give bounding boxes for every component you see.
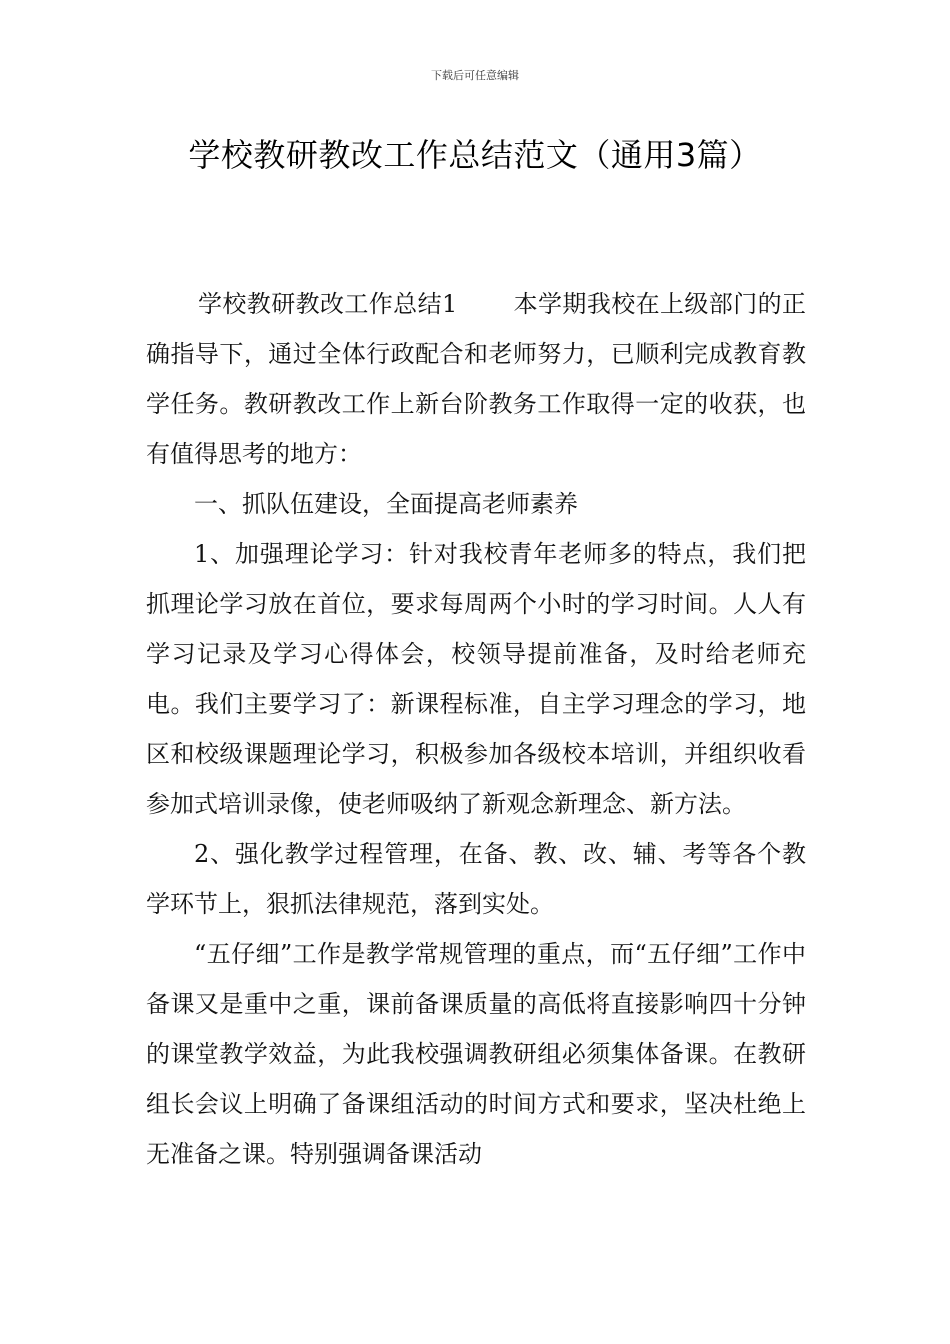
paragraph-text: 本学期我校在上级部门的正确指导下，通过全体行政配合和老师努力，已顺利完成教育教学任务。教研教改工作上新台阶教务工作取得一定的收获，也有值得思考的地方： [146,290,806,468]
paragraph-5: “五仔细”工作是教学常规管理的重点，而“五仔细”工作中备课又是重中之重，课前备课质量的高低将直接影响四十分钟的课堂教学效益，为此我校强调教研组必须集体备课。在教研组长会议上明确了备课组活动的时间方式和要求，坚决杜绝上无准备之课。特别强调备课活动 [146,940,806,1168]
section-heading: 学校教研教改工作总结1 [198,290,458,318]
document-title: 学校教研教改工作总结范文（通用3篇） [188,136,762,174]
paragraph-4: 2、强化教学过程管理，在备、教、改、辅、考等各个教学环节上，狠抓法律规范，落到实处。 [146,840,806,918]
paragraph-3: 1、加强理论学习：针对我校青年老师多的特点，我们把抓理论学习放在首位，要求每周两个小时的学习时间。人人有学习记录及学习心得体会，校领导提前准备，及时给老师充电。我们主要学习了：新课程标准，自主学习理念的学习，地区和校级课题理论学习，积极参加各级校本培训，并组织收看参加式培训录像，使老师吸纳了新观念新理念、新方法。 [146,540,806,818]
paragraph-1 [146,279,806,479]
document-body [146,279,806,1179]
header-note: 下载后可任意编辑 [431,69,519,82]
paragraph-2: 一、抓队伍建设，全面提高老师素养 [194,490,578,518]
